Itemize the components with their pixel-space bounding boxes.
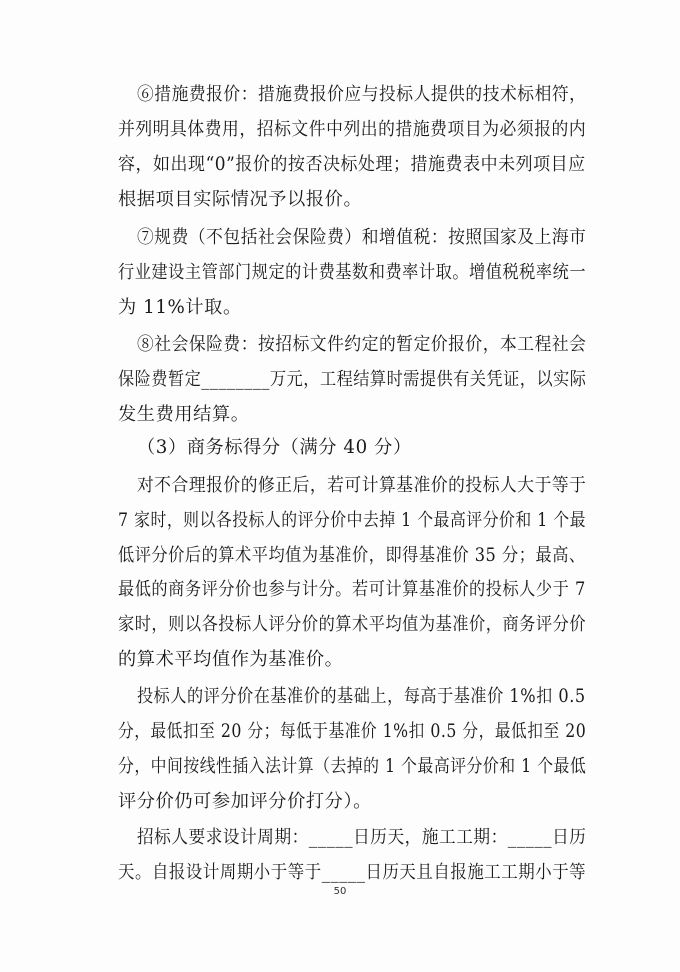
text-line: 分，最低扣至 20 分；每低于基准价 1%扣 0.5 分，最低扣至 20 [118, 721, 587, 742]
text-line: 招标人要求设计周期：_____日历天，施工工期：_____日历 [137, 827, 587, 848]
text-line: 家时，则以各投标人评分价的算术平均值为基准价，商务评分价 [118, 614, 587, 635]
text-line: 分，中间按线性插入法计算（去掉的 1 个最高评分价和 1 个最低 [118, 756, 587, 777]
text-line: 根据项目实际情况予以报价。 [118, 189, 363, 210]
text-line: 投标人的评分价在基准价的基础上，每高于基准价 1%扣 0.5 [137, 686, 586, 707]
text-line: 对不合理报价的修正后，若可计算基准价的投标人大于等于 [137, 475, 587, 496]
text-line: ⑦规费（不包括社会保险费）和增值税：按照国家及上海市 [137, 227, 587, 248]
text-line: 低评分价后的算术平均值为基准价，即得基准价 35 分；最高、 [118, 545, 586, 566]
page-number: 50 [333, 886, 347, 897]
text-line: 天。自报设计周期小于等于_____日历天且自报施工工期小于等 [118, 862, 587, 883]
text-line: 容，如出现“0”报价的按否决标处理；措施费表中未列项目应 [118, 154, 586, 175]
section-heading: （3）商务标得分（满分 40 分） [137, 437, 412, 458]
text-line: 7 家时，则以各投标人的评分价中去掉 1 个最高评分价和 1 个最 [118, 510, 587, 531]
text-line: 最低的商务评分价也参与计分。若可计算基准价的投标人少于 7 [118, 579, 586, 600]
text-line: 行业建设主管部门规定的计费基数和费率计取。增值税税率统一 [118, 262, 587, 283]
text-line: ⑧社会保险费：按招标文件约定的暂定价报价，本工程社会 [137, 334, 587, 355]
text-line: 发生费用结算。 [118, 404, 250, 425]
text-line: ⑥措施费报价：措施费报价应与投标人提供的技术标相符， [137, 84, 587, 105]
text-line: 为 11%计取。 [118, 297, 242, 318]
text-line: 评分价仍可参加评分价打分）。 [118, 791, 372, 812]
text-line: 并列明具体费用，招标文件中列出的措施费项目为必须报的内 [118, 119, 587, 140]
text-line: 的算术平均值作为基准价。 [118, 649, 344, 670]
text-line: 保险费暂定________万元，工程结算时需提供有关凭证，以实际 [118, 369, 587, 390]
